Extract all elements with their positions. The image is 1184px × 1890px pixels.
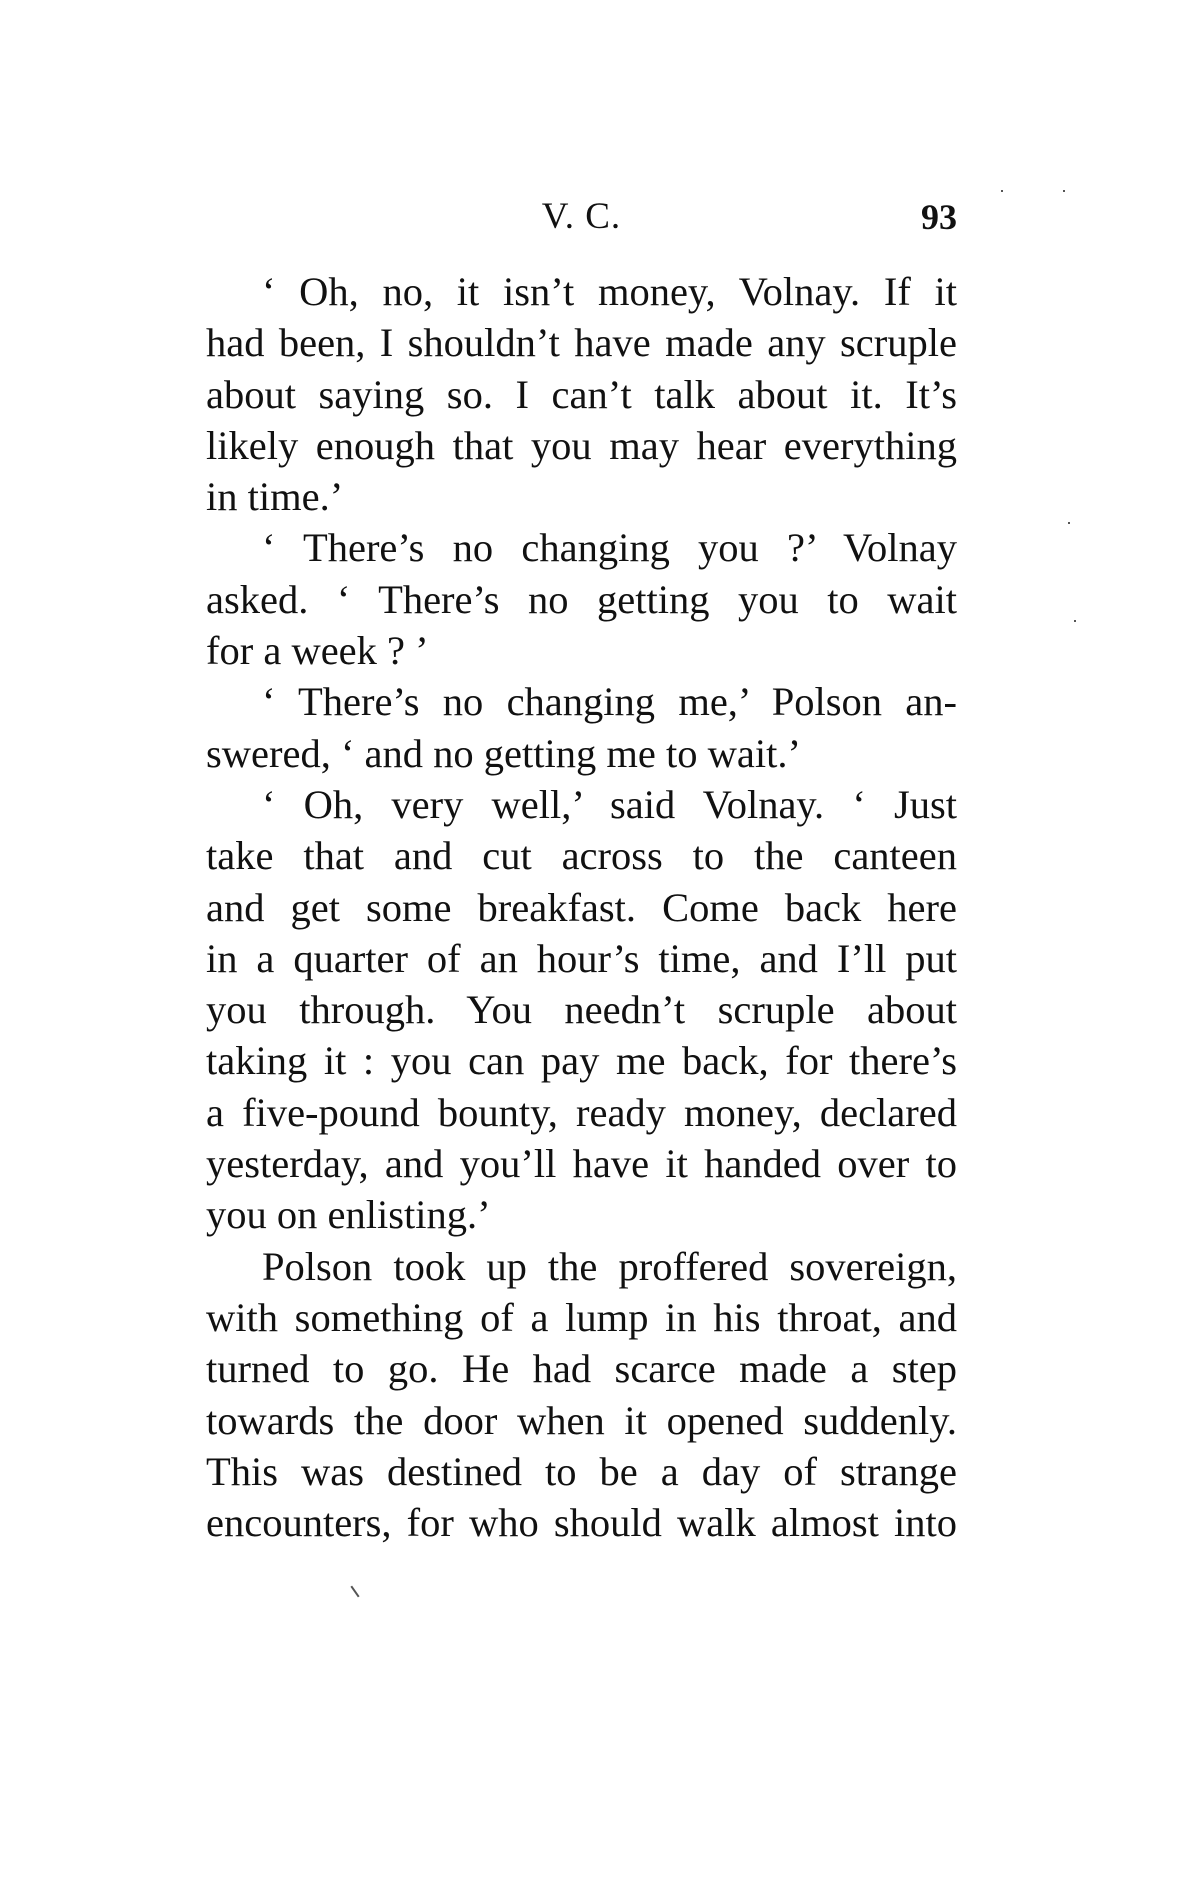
- scan-speck: [1074, 620, 1076, 622]
- text-line: turned to go. He had scarce made a step: [206, 1346, 957, 1392]
- text-line: for a week ? ’: [206, 628, 429, 674]
- text-line: towards the door when it opened suddenly.: [206, 1397, 957, 1443]
- text-line: ‘ There’s no changing me,’ Polson an-: [262, 679, 957, 725]
- text-line: encounters, for who should walk almost into: [206, 1500, 957, 1546]
- text-line: Polson took up the proffered sovereign,: [262, 1243, 957, 1289]
- text-line: you through. You needn’t scruple about: [206, 987, 957, 1033]
- scan-speck: [1063, 190, 1065, 192]
- page-number: 93: [921, 197, 957, 237]
- text-line: ‘ Oh, no, it isn’t money, Volnay. If it: [262, 269, 957, 314]
- running-title: V. C.: [541, 196, 622, 237]
- text-line: take that and cut across to the canteen: [206, 833, 957, 879]
- text-line: taking it : you can pay me back, for there’s: [206, 1038, 957, 1084]
- text-line: had been, I shouldn’t have made any scruple: [206, 320, 957, 366]
- text-line: and get some breakfast. Come back here: [206, 884, 957, 930]
- running-head: [206, 192, 957, 242]
- text-line: likely enough that you may hear everything: [206, 422, 957, 468]
- scan-speck: [1068, 522, 1070, 524]
- text-line: This was destined to be a day of strange: [206, 1448, 957, 1494]
- scan-stroke: [350, 1586, 359, 1598]
- text-line: in time.’: [206, 474, 344, 520]
- text-line: a five-pound bounty, ready money, declared: [206, 1089, 957, 1135]
- text-line: with something of a lump in his throat, and: [206, 1294, 957, 1340]
- scan-speck: [1001, 190, 1003, 192]
- text-line: asked. ‘ There’s no getting you to wait: [206, 576, 957, 622]
- text-line: in a quarter of an hour’s time, and I’ll put: [206, 935, 957, 981]
- text-line: ‘ There’s no changing you ?’ Volnay: [262, 525, 957, 571]
- text-line: about saying so. I can’t talk about it. It’s: [206, 371, 957, 417]
- text-line: ‘ Oh, very well,’ said Volnay. ‘ Just: [262, 781, 957, 827]
- body-text: [206, 266, 957, 1548]
- text-line: yesterday, and you’ll have it handed over to: [206, 1141, 957, 1187]
- text-line: you on enlisting.’: [206, 1192, 491, 1238]
- text-line: swered, ‘ and no getting me to wait.’: [206, 730, 801, 776]
